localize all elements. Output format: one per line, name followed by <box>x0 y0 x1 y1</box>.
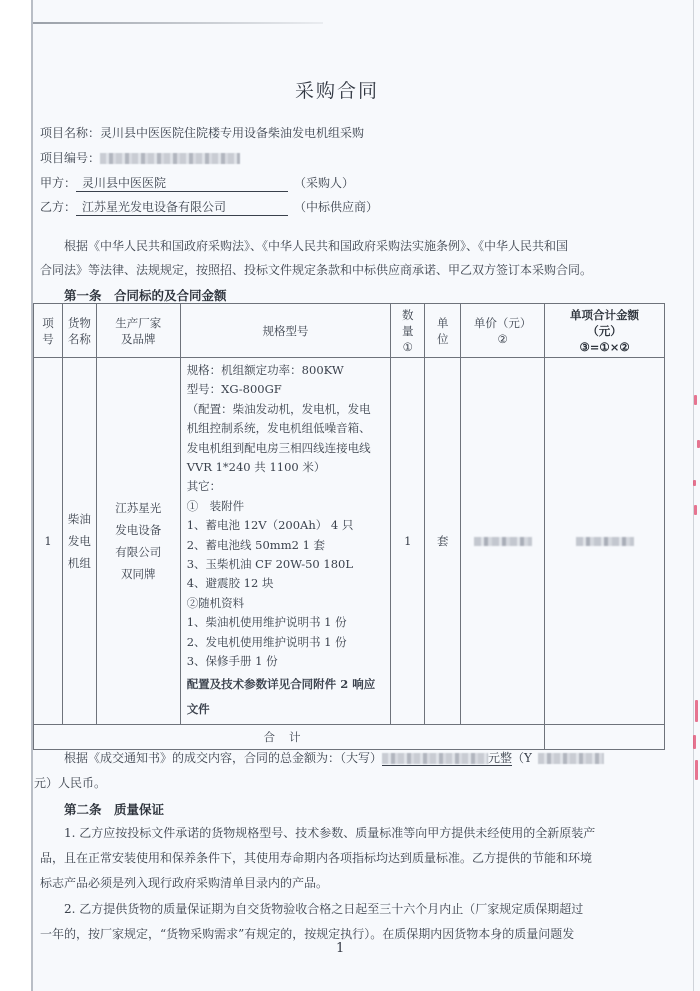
clause-1-line-3: 标志产品必须是列入现行政府采购清单目录内的产品。 <box>40 876 329 890</box>
party-a-name: 灵川县中医医院 <box>76 175 288 192</box>
cell-unit: 套 <box>425 358 461 725</box>
cell-subtotal <box>545 358 665 725</box>
header-goods-name: 货物 名称 <box>62 304 96 358</box>
party-b-role: （中标供应商） <box>294 200 379 214</box>
project-name: 灵川县中医医院住院楼专用设备柴油发电机组采购 <box>100 126 365 140</box>
party-b-label: 乙方： <box>40 200 77 214</box>
amount-upper-suffix: 元整 <box>488 751 513 765</box>
intro-paragraph-line1: 根据《中华人民共和国政府采购法》、《中华人民共和国政府采购法实施条例》、《中华人民共和国 <box>64 239 569 253</box>
header-manufacturer: 生产厂家 及品牌 <box>96 304 180 358</box>
unit-price-redacted <box>474 537 532 546</box>
contract-items-table <box>33 303 665 750</box>
document-title: 采购合同 <box>295 80 380 102</box>
cell-spec: 规格：机组额定功率：800KW 型号：XG-800GF （配置：柴油发动机，发电机，发电 机组控制系统，发电机组低噪音箱、 发电机组到配电房三相四线连接电线 VVR 1*240 共 1100 米） 其它： ① 装附件 1、蓄电池 12V（200Ah） 4 只 2、蓄电池线 50mm2 1 套 3、玉柴机油 CF 20W-50 180L 4、避震胶 12 块 ②随机资料 1、柴油机使用维护说明书 1 份 2、发电机使用维护说明书 1 份 3、保修手册 1 份 配置及技术参数详见合同附件 2 响应 文件 <box>180 358 391 725</box>
party-b-name: 江苏星光发电设备有限公司 <box>76 199 288 216</box>
party-b-line <box>40 198 378 216</box>
cell-manufacturer: 江苏星光 发电设备 有限公司 双同牌 <box>96 358 180 725</box>
cell-qty: 1 <box>391 358 425 725</box>
header-subtotal: 单项合计金额 （元） ③=①×② <box>545 304 665 358</box>
table-header-row <box>34 304 665 358</box>
clause-1-line-2: 品，且在正常安装使用和保养条件下，其使用寿命期内各项指标均达到质量标准。乙方提供的节能和环境 <box>40 851 593 865</box>
clause-1-line-1: 1. 乙方应按投标文件承诺的货物规格型号、技术参数、质量标准等向甲方提供未经使用的全新原装产 <box>64 826 596 840</box>
header-spec: 规格型号 <box>180 304 391 358</box>
subtotal-redacted <box>576 537 634 546</box>
header-unit: 单 位 <box>425 304 461 358</box>
project-name-line <box>40 124 364 141</box>
project-no-label: 项目编号： <box>40 151 101 165</box>
amount-prefix: 根据《成交通知书》的成交内容，合同的总金额为：（大写） <box>64 751 383 765</box>
table-row <box>34 358 665 725</box>
project-name-label: 项目名称： <box>40 126 101 140</box>
cell-item-no: 1 <box>34 358 63 725</box>
total-label: 合计 <box>34 724 545 749</box>
article-2-heading: 第二条 质量保证 <box>64 802 165 817</box>
clause-2-line-1: 2. 乙方提供货物的质量保证期为自交货物验收合格之日起至三十六个月内止（厂家规定质保期超过 <box>64 902 584 916</box>
intro-paragraph-line2: 合同法》等法律、法规规定，按照招、投标文件规定条款和中标供应商承诺、甲乙双方签订本采购合同。 <box>40 263 593 277</box>
cell-goods-name: 柴油 发电 机组 <box>62 358 96 725</box>
page-edge <box>693 0 694 991</box>
party-a-label: 甲方： <box>40 176 77 190</box>
party-a-line <box>40 174 354 192</box>
header-item-no: 项 号 <box>34 304 63 358</box>
amount-line-1 <box>64 746 604 770</box>
page-number: 1 <box>336 941 345 956</box>
article-1-heading: 第一条 合同标的及合同金额 <box>64 288 227 303</box>
header-qty: 数 量 ① <box>391 304 425 358</box>
amount-paren-open: （Y <box>512 751 532 765</box>
header-unit-price: 单价（元） ② <box>461 304 545 358</box>
amount-line-2: 元）人民币。 <box>34 776 107 790</box>
party-a-role: （采购人） <box>294 176 355 190</box>
clause-2-line-2: 一年的，按厂家规定，“货物采购需求”有规定的，按规定执行）。在质保期内因货物本身的质量问题发 <box>40 927 575 941</box>
scan-edge-shadow <box>33 22 323 24</box>
amount-upper-redacted <box>382 753 488 764</box>
cell-unit-price <box>461 358 545 725</box>
project-no-line <box>40 149 240 166</box>
amount-number-redacted <box>538 753 604 764</box>
project-no-redacted <box>100 153 240 164</box>
